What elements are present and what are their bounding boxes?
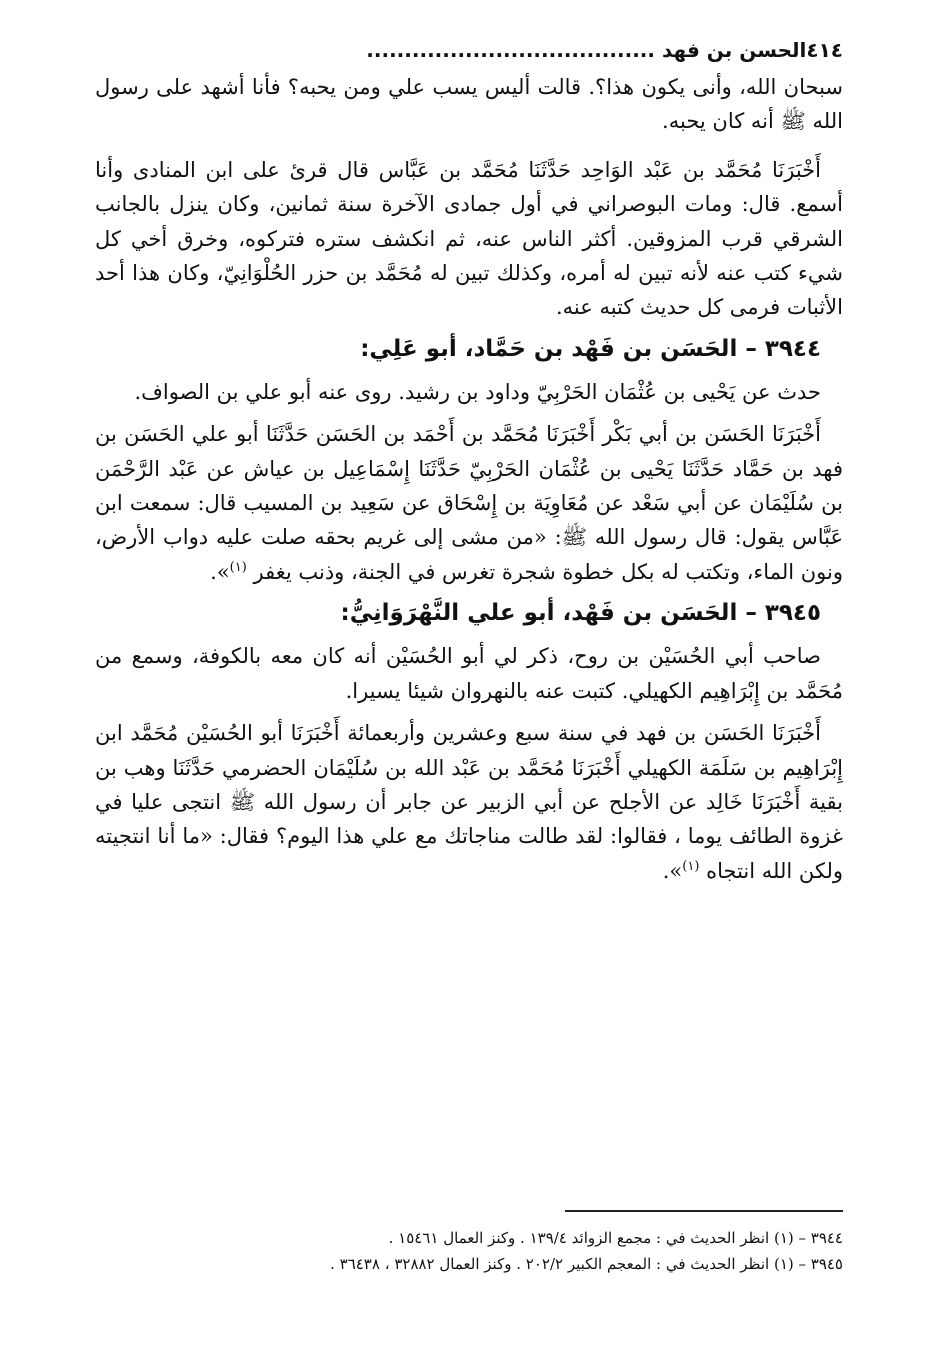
page-content: [95, 30, 843, 888]
footnote: ٣٩٤٤ – (١) انظر الحديث في : مجمع الزوائد ١٣٩/٤ . وكنز العمال ١٥٤٦١ .: [388, 1229, 843, 1247]
footnotes: [95, 1225, 843, 1277]
paragraph: حدث عن يَحْيى بن عُثْمَان الحَرْبِيّ وداود بن رشيد. روى عنه أبو علي بن الصواف.: [134, 379, 821, 404]
paragraph: سبحان الله، وأنى يكون هذا؟. قالت أليس يسب علي ومن يحبه؟ فأنا أشهد على رسول الله ﷺ أنه كان يحبه.: [95, 75, 843, 134]
footnote-marker: (١): [229, 559, 247, 575]
closing-quote: ».: [210, 559, 230, 584]
page-header: [95, 30, 843, 70]
paragraph: [95, 716, 843, 888]
entry-heading-3944: ٣٩٤٤ – الحَسَن بن فَهْد بن حَمَّاد، أبو عَلِي:: [360, 335, 821, 362]
entry-heading-3945: ٣٩٤٥ – الحَسَن بن فَهْد، أبو علي النَّهْرَوَانِيُّ:: [340, 600, 821, 627]
paragraph: صاحب أبي الحُسَيْن بن روح، ذكر لي أبو الحُسَيْن أنه كان معه بالكوفة، وسمع من مُحَمَّد بن إِبْرَاهِيم الكهيلي. كتبت عنه بالنهروان شيئا يسيرا.: [95, 644, 843, 703]
footnote: ٣٩٤٥ – (١) انظر الحديث في : المعجم الكبير ٢٠٢/٢ . وكنز العمال ٣٢٨٨٢ ، ٣٦٤٣٨ .: [330, 1255, 843, 1273]
hadith-text: أَخْبَرَنَا الحَسَن بن أبي بَكْر أَخْبَرَنَا مُحَمَّد بن أَحْمَد بن الحَسَن حَدَّثَنَا أبو علي الحَسَن بن فهد بن حَمَّاد حَدَّثَنَا يَحْيى بن عُثْمَان الحَرْبِيّ حَدَّثَنَا إِسْمَاعِيل بن عياش عن عَبْد الرَّحْمَن بن سُلَيْمَان عن أبي سَعْد عن مُعَاوِيَة بن إِسْحَاق عن سَعِيد بن المسيب قال: سمعت ابن عَبَّاس يقول: قال رسول الله ﷺ: «من مشى إلى غريم بحقه صلت عليه دواب الأرض، ونون الماء، وتكتب له بكل خطوة شجرة تغرس في الجنة، وذنب يغفر: [95, 422, 843, 584]
paragraph: أَخْبَرَنَا مُحَمَّد بن عَبْد الوَاحِد حَدَّثَنَا مُحَمَّد بن عَبَّاس قال قرئ على ابن المنادى وأنا أسمع. قال: ومات البوصراني في أول جمادى الآخرة سنة ثمانين، وكان ينزل بالجانب الشرقي قرب المزوقين. أكثر الناس عنه، ثم انكشف ستره فتركوه، وخرق أخي كل شيء كتب عنه لأنه تبين له أمره، وكذلك تبين له مُحَمَّد بن حزر الحُلْوَانِيّ، وكان هذا أحد الأثبات فرمى كل حديث كتبه عنه.: [95, 157, 843, 320]
paragraph: [95, 417, 843, 589]
hadith-text: أَخْبَرَنَا الحَسَن بن فهد في سنة سبع وعشرين وأربعمائة أَخْبَرَنَا أبو الحُسَيْن مُحَمَّد ابن إِبْرَاهِيم بن سَلَمَة الكهيلي أَخْبَرَنَا مُحَمَّد بن عَبْد الله بن سُلَيْمَان الحضرمي حَدَّثَنَا وهب بن بقية أَخْبَرَنَا خَالِد عن الأجلح عن أبي الزبير عن جابر أن رسول الله ﷺ انتجى عليا في غزوة الطائف يوما ، فقالوا: لقد طالت مناجاتك مع علي هذا اليوم؟ فقال: «ما أنا انتجيته ولكن الله انتجاه: [95, 721, 843, 883]
main-text: [95, 70, 843, 888]
closing-quote: ».: [662, 858, 683, 883]
running-title: الحسن بن فهد ......................................: [366, 38, 807, 62]
footnote-marker: (١): [682, 858, 700, 874]
footnote-divider: [565, 1210, 843, 1212]
page-number: ٤١٤: [806, 38, 843, 62]
